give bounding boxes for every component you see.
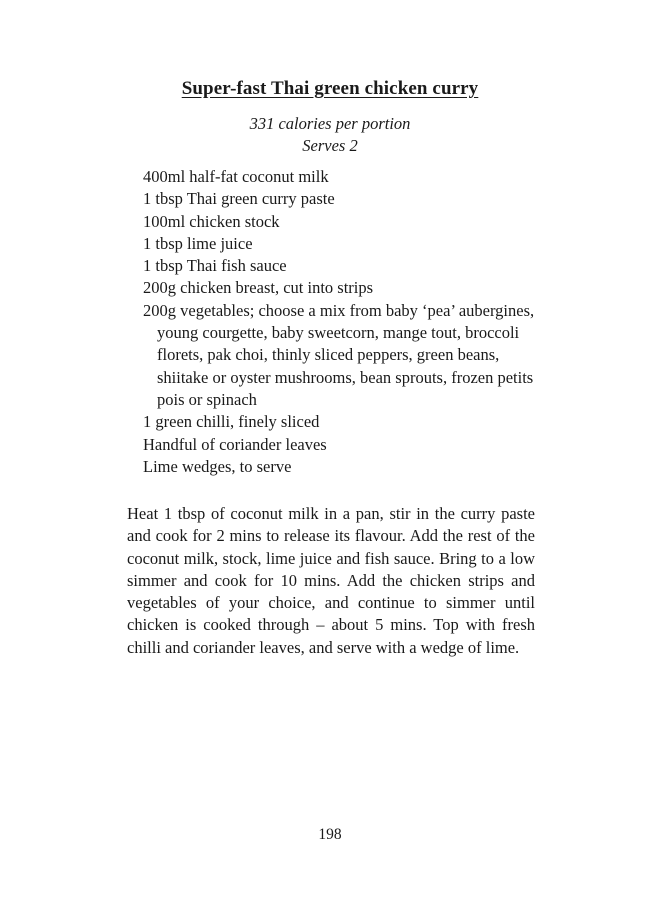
ingredient-item: 100ml chicken stock — [143, 211, 280, 231]
ingredient-item: 400ml half-fat coconut milk — [143, 167, 329, 186]
ingredient-item: 1 tbsp lime juice — [143, 233, 253, 253]
servings: Serves 2 — [302, 136, 358, 155]
page-number: 198 — [318, 826, 342, 843]
ingredient-item: 200g vegetables; choose a mix from baby ‘pea’ aubergines, young courgette, baby sweetcorn, mange tout, broccoli florets, pak choi, thinly sliced peppers, green beans, shiitake or oyster mushrooms, bean sprouts, frozen petits pois or spinach — [143, 300, 535, 409]
ingredient-item: 1 tbsp Thai green curry paste — [143, 189, 335, 209]
ingredient-item: Lime wedges, to serve — [143, 456, 292, 476]
ingredient-list — [143, 166, 543, 478]
method-paragraph: Heat 1 tbsp of coconut milk in a pan, stir in the curry paste and cook for 2 mins to release its flavour. Add the rest of the coconut milk, stock, lime juice and fish sauce. Bring to a low simmer and cook for 10 mins. Add the chicken strips and vegetables of your choice, and continue to simmer until chicken is cooked through – about 5 mins. Top with fresh chilli and coriander leaves, and serve with a wedge of lime. — [127, 504, 535, 657]
ingredient-item: 200g chicken breast, cut into strips — [143, 278, 374, 298]
ingredient-item: 1 tbsp Thai fish sauce — [143, 256, 287, 276]
calories-per-portion: 331 calories per portion — [249, 114, 411, 133]
ingredient-item: 1 green chilli, finely sliced — [143, 412, 320, 432]
ingredient-item: Handful of coriander leaves — [143, 434, 327, 454]
recipe-title: Super-fast Thai green chicken curry — [181, 78, 479, 99]
